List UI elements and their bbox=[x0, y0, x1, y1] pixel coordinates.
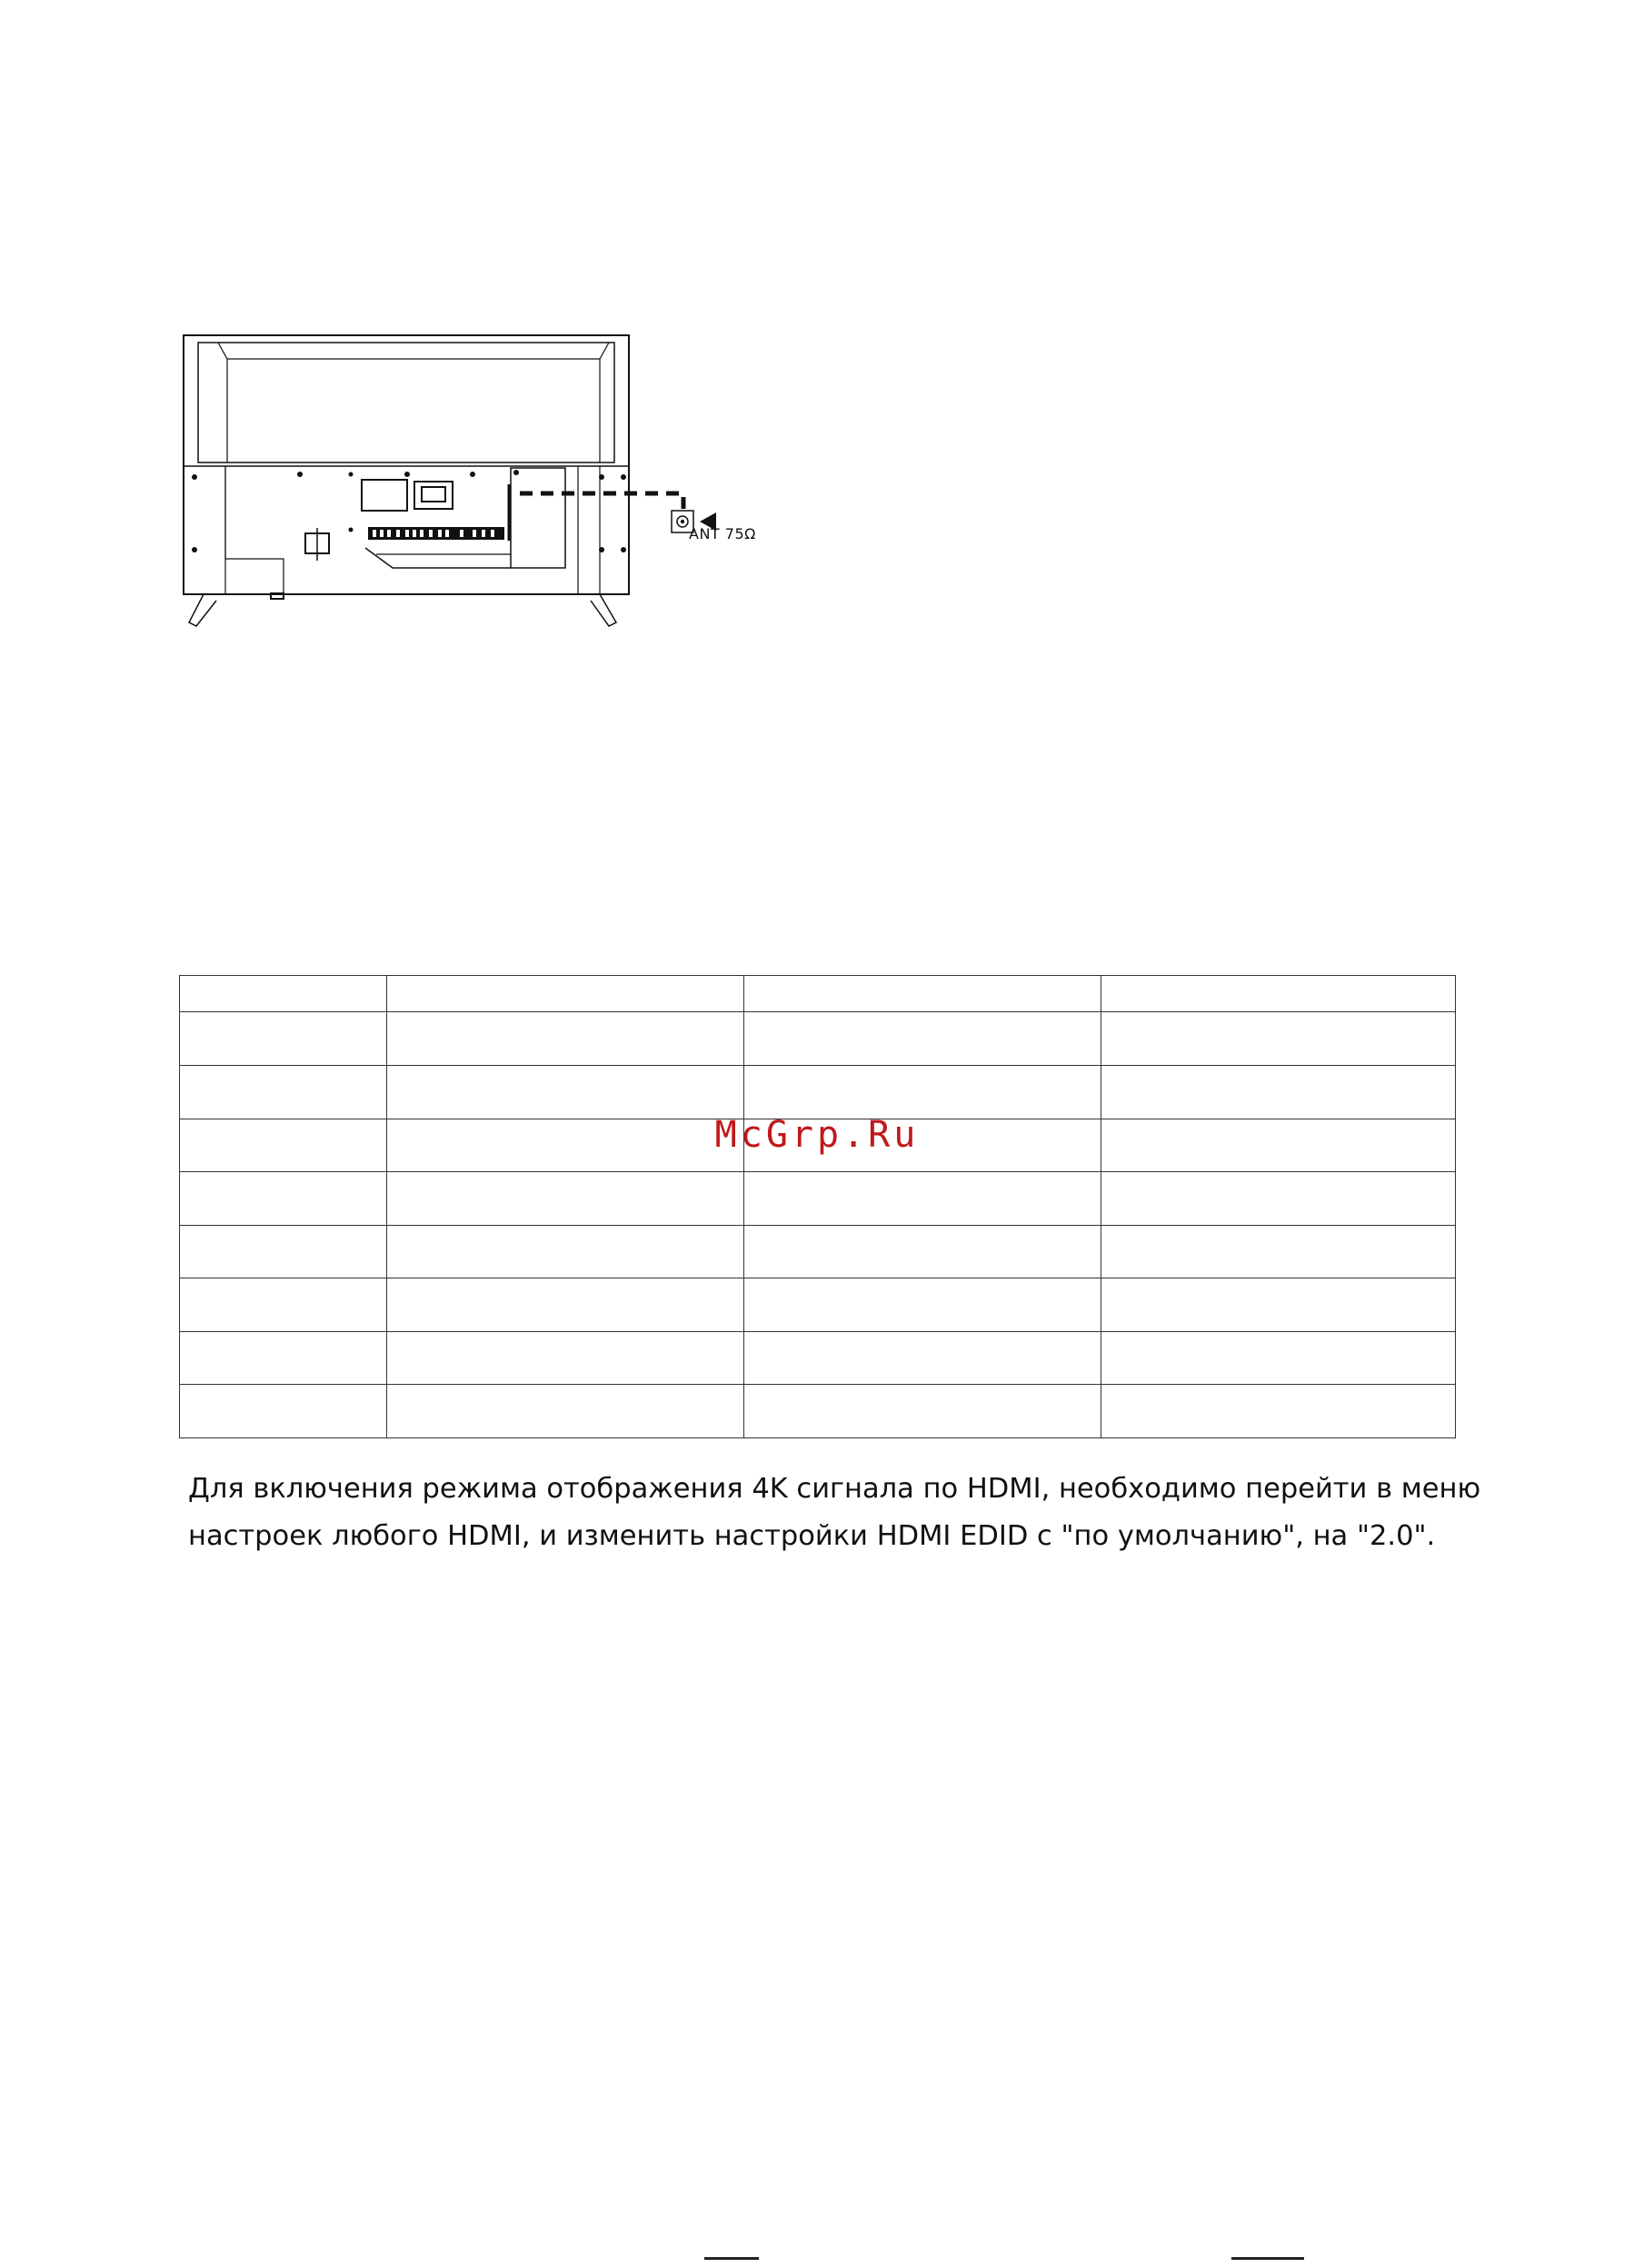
table-row bbox=[180, 1331, 1456, 1385]
table-cell bbox=[387, 1385, 744, 1438]
table-cell bbox=[744, 1065, 1101, 1119]
antenna-label: ANT 75Ω bbox=[689, 525, 756, 542]
table-cell bbox=[744, 1012, 1101, 1066]
table-cell bbox=[1101, 1331, 1456, 1385]
note-line-1: Для включения режима отображения 4K сигнала по HDMI, необходимо перейти в меню bbox=[188, 1473, 1481, 1505]
table-cell bbox=[387, 1331, 744, 1385]
table-cell bbox=[1101, 1278, 1456, 1332]
table-cell bbox=[387, 1012, 744, 1066]
table-cell bbox=[387, 1225, 744, 1278]
table-cell bbox=[387, 976, 744, 1012]
tv-back-panel-diagram bbox=[173, 323, 772, 632]
hdmi-4k-note bbox=[188, 1466, 1506, 1560]
table-row bbox=[180, 1385, 1456, 1438]
table-cell bbox=[180, 1331, 387, 1385]
table-cell bbox=[1101, 1012, 1456, 1066]
table-cell bbox=[744, 1172, 1101, 1226]
watermark: McGrp.Ru bbox=[714, 1114, 920, 1156]
table-cell bbox=[180, 1225, 387, 1278]
table-cell bbox=[180, 1065, 387, 1119]
table-cell bbox=[180, 976, 387, 1012]
table-cell bbox=[1101, 1385, 1456, 1438]
table-cell bbox=[387, 1065, 744, 1119]
table-cell bbox=[387, 1278, 744, 1332]
table-row bbox=[180, 976, 1456, 1012]
table-cell bbox=[744, 976, 1101, 1012]
table-cell bbox=[1101, 976, 1456, 1012]
spec-table bbox=[179, 975, 1456, 1438]
table-cell bbox=[180, 1172, 387, 1226]
footer-scan-marks bbox=[0, 2253, 1634, 2268]
table-cell bbox=[744, 1278, 1101, 1332]
dashed-cable-icon bbox=[520, 493, 683, 509]
table-cell bbox=[180, 1278, 387, 1332]
table-cell bbox=[744, 1331, 1101, 1385]
note-line-2: настроек любого HDMI, и изменить настройки HDMI EDID с "по умолчанию", на "2.0". bbox=[188, 1520, 1436, 1552]
table-row bbox=[180, 1065, 1456, 1119]
table-cell bbox=[1101, 1172, 1456, 1226]
table-row bbox=[180, 1012, 1456, 1066]
table-cell bbox=[744, 1225, 1101, 1278]
table-cell bbox=[180, 1012, 387, 1066]
table-row bbox=[180, 1172, 1456, 1226]
table-cell bbox=[387, 1172, 744, 1226]
table-cell bbox=[744, 1385, 1101, 1438]
table-cell bbox=[1101, 1225, 1456, 1278]
table-cell bbox=[1101, 1065, 1456, 1119]
table-row bbox=[180, 1278, 1456, 1332]
table-row bbox=[180, 1225, 1456, 1278]
table-cell bbox=[180, 1385, 387, 1438]
